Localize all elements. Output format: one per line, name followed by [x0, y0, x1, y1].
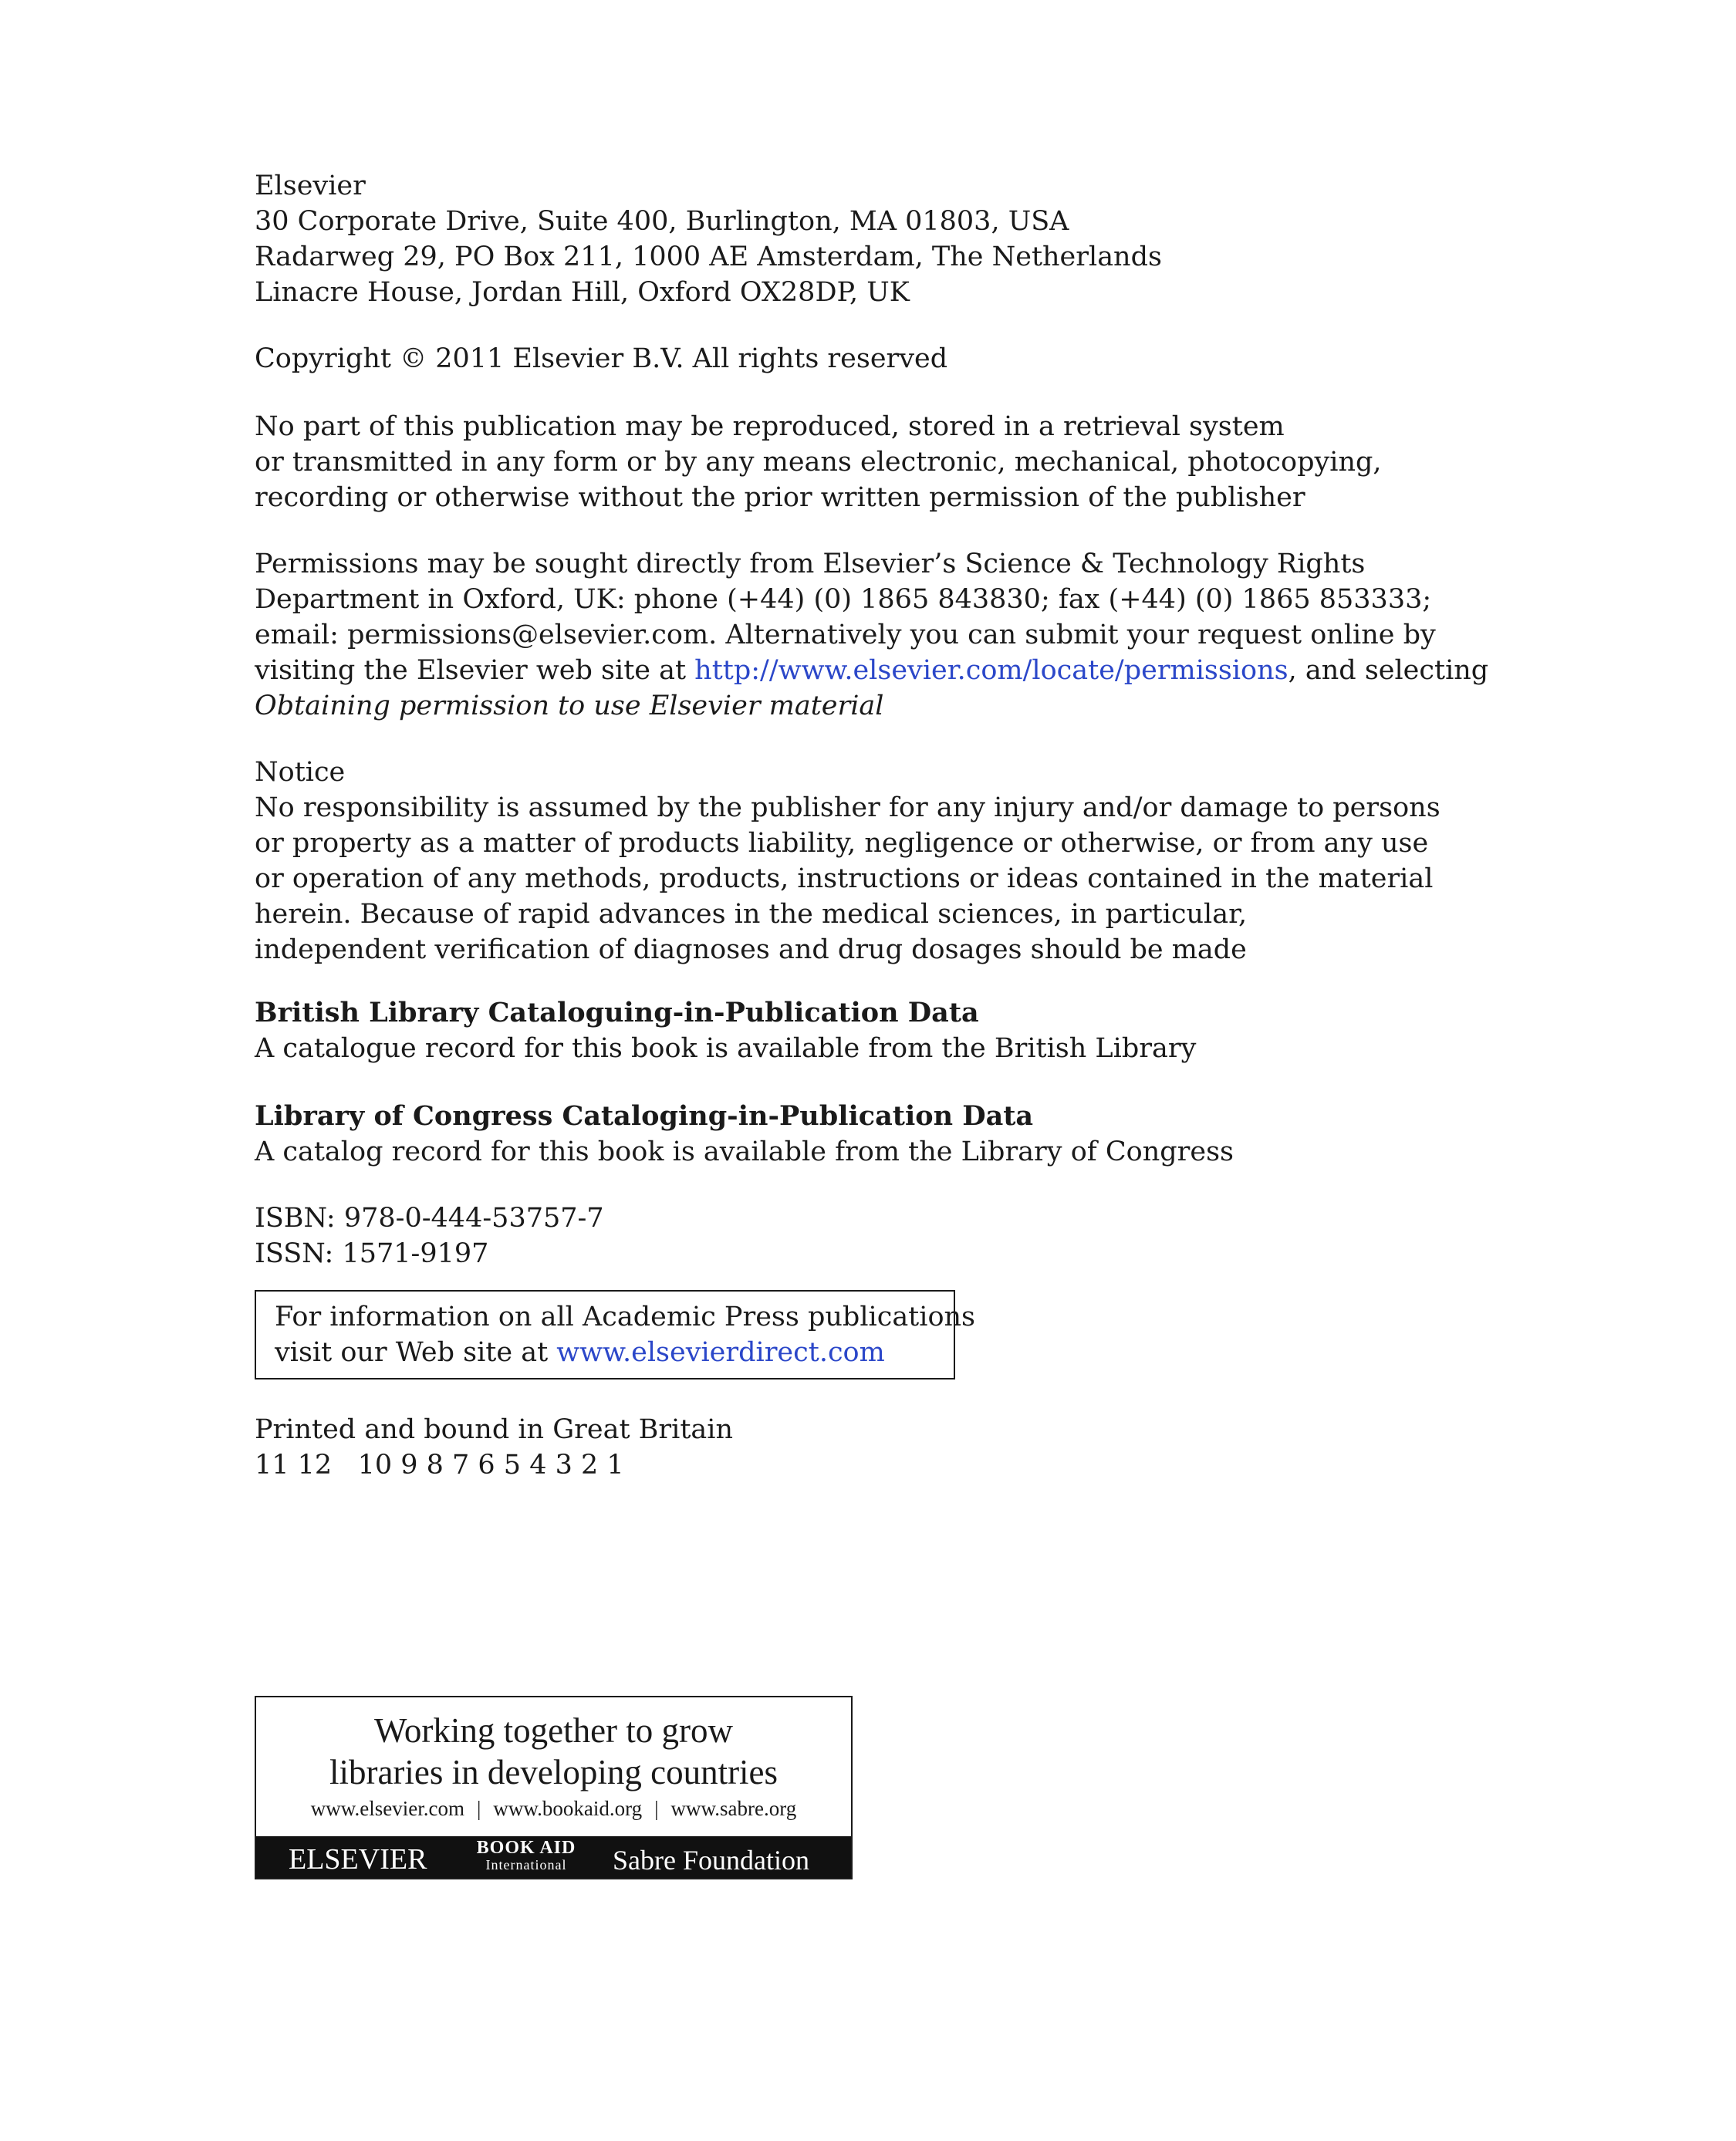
elsevierdirect-link[interactable]: www.elsevierdirect.com: [556, 1337, 885, 1368]
address-netherlands: Radarweg 29, PO Box 211, 1000 AE Amsterdam, The Netherlands: [255, 241, 1162, 272]
notice-line: herein. Because of rapid advances in the medical sciences, in particular,: [255, 899, 1248, 930]
reproduction-line: or transmitted in any form or by any means electronic, mechanical, photocopying,: [255, 447, 1382, 478]
notice-line: or property as a matter of products liability, negligence or otherwise, or from any use: [255, 828, 1429, 859]
british-library-heading: British Library Cataloguing-in-Publication Data: [255, 997, 979, 1028]
permissions-line: Permissions may be sought directly from Elsevier’s Science & Technology Rights: [255, 549, 1366, 579]
library-of-congress-block: [255, 1099, 1690, 1170]
book-aid-logo: [472, 1839, 580, 1873]
libraries-banner: [255, 1696, 853, 1879]
notice-heading: Notice: [255, 757, 346, 788]
reproduction-block: [255, 409, 1690, 515]
book-aid-logo-title: BOOK AID: [476, 1838, 576, 1858]
sabre-foundation-logo: Sabre Foundation: [613, 1845, 809, 1876]
notice-line: independent verification of diagnoses and drug dosages should be made: [255, 934, 1247, 965]
print-run-numbers: 11 12 10 9 8 7 6 5 4 3 2 1: [255, 1450, 624, 1481]
permissions-suffix: , and selecting: [1288, 655, 1489, 686]
permissions-italic-line: Obtaining permission to use Elsevier material: [255, 691, 884, 721]
notice-line: or operation of any methods, products, instructions or ideas contained in the material: [255, 863, 1434, 894]
copyright-block: [255, 341, 1690, 377]
notice-line: No responsibility is assumed by the publisher for any injury and/or damage to persons: [255, 792, 1440, 823]
permissions-block: [255, 546, 1690, 724]
permissions-link[interactable]: http://www.elsevier.com/locate/permissions: [694, 655, 1288, 686]
book-aid-logo-subtitle: International: [485, 1857, 567, 1873]
elsevier-logo: ELSEVIER: [289, 1843, 427, 1876]
notice-block: [255, 755, 1690, 968]
banner-logo-bar: [256, 1836, 851, 1879]
british-library-block: [255, 995, 1690, 1066]
reproduction-line: No part of this publication may be reproduced, stored in a retrieval system: [255, 411, 1285, 442]
issn: ISSN: 1571-9197: [255, 1238, 489, 1269]
banner-link-elsevier[interactable]: www.elsevier.com: [310, 1797, 464, 1820]
isbn: ISBN: 978-0-444-53757-7: [255, 1203, 604, 1234]
permissions-line: email: permissions@elsevier.com. Alternatively you can submit your request online by: [255, 620, 1436, 650]
banner-headline-line: Working together to grow: [373, 1711, 734, 1750]
banner-headline-line: libraries in developing countries: [329, 1753, 778, 1791]
library-of-congress-heading: Library of Congress Cataloging-in-Publication Data: [255, 1100, 1034, 1132]
info-box-prefix: visit our Web site at: [275, 1337, 557, 1368]
permissions-line: Department in Oxford, UK: phone (+44) (0) 1865 843830; fax (+44) (0) 1865 853333;: [255, 584, 1432, 615]
info-box-line: For information on all Academic Press publications: [275, 1302, 976, 1332]
printed-in: Printed and bound in Great Britain: [255, 1414, 733, 1445]
reproduction-line: recording or otherwise without the prior written permission of the publisher: [255, 482, 1305, 513]
banner-headline: [256, 1710, 851, 1793]
permissions-prefix: visiting the Elsevier web site at: [255, 655, 695, 686]
copyright-line: Copyright © 2011 Elsevier B.V. All rights reserved: [255, 343, 948, 374]
banner-link-separator: |: [654, 1797, 659, 1820]
permissions-line: [255, 653, 1690, 688]
info-box-line: [275, 1335, 954, 1370]
library-of-congress-text: A catalog record for this book is available from the Library of Congress: [255, 1136, 1234, 1167]
publisher-block: [255, 168, 1690, 310]
identifiers-block: [255, 1201, 1690, 1271]
banner-link-separator: |: [476, 1797, 481, 1820]
printing-block: [255, 1412, 1690, 1483]
banner-link-sabre[interactable]: www.sabre.org: [670, 1797, 797, 1820]
academic-press-info-box: [255, 1290, 976, 1379]
british-library-text: A catalogue record for this book is available from the British Library: [255, 1033, 1197, 1064]
banner-links: [256, 1795, 851, 1822]
publisher-name: Elsevier: [255, 171, 366, 201]
banner-link-bookaid[interactable]: www.bookaid.org: [493, 1797, 643, 1820]
address-usa: 30 Corporate Drive, Suite 400, Burlington, MA 01803, USA: [255, 206, 1069, 237]
address-uk: Linacre House, Jordan Hill, Oxford OX28DP, UK: [255, 277, 910, 308]
